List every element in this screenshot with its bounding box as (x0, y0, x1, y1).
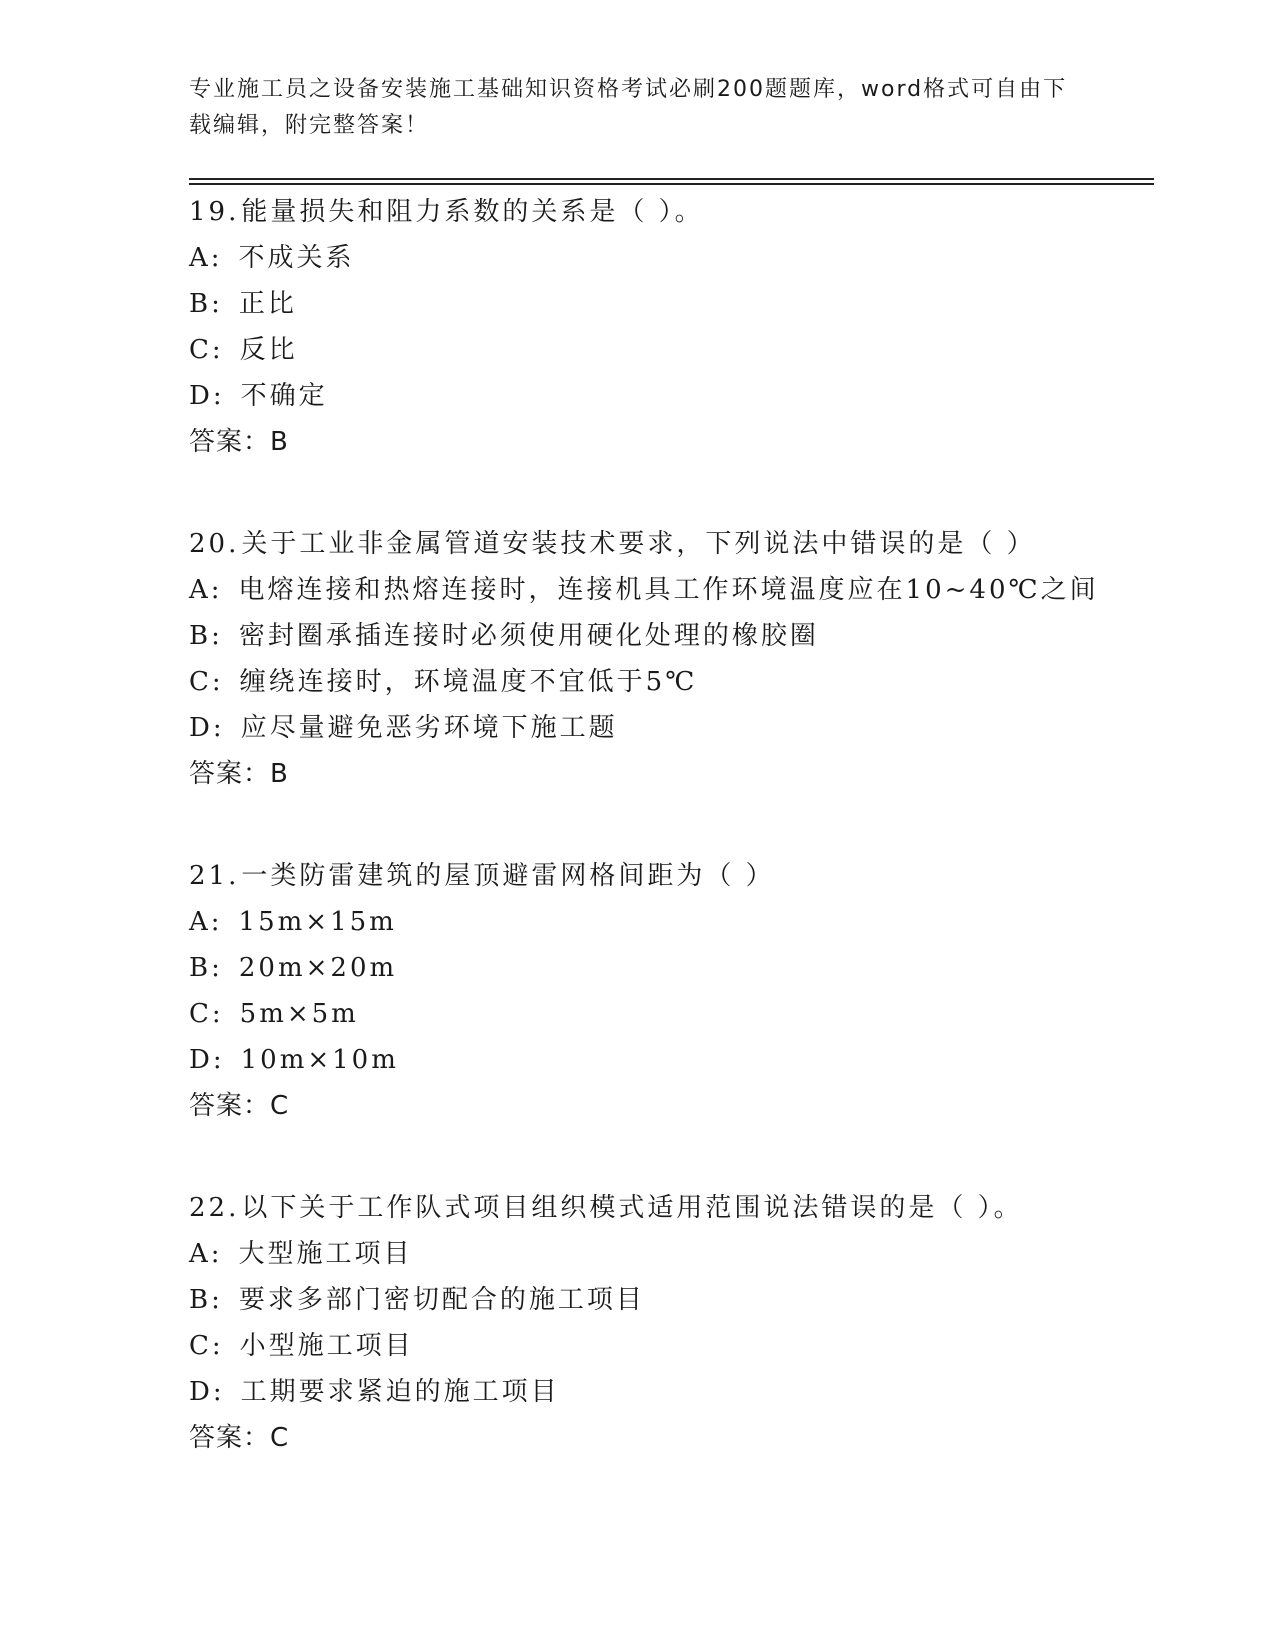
question-stem (189, 189, 1149, 235)
option-b (189, 945, 1149, 991)
option-c (189, 991, 1149, 1037)
option-d (189, 705, 1149, 751)
header-divider-top (189, 178, 1154, 180)
question-22 (189, 1185, 1149, 1461)
option-c (189, 1323, 1149, 1369)
option-text: 10m×10m (240, 1045, 399, 1075)
option-key: D: (189, 1377, 225, 1407)
option-b (189, 613, 1149, 659)
option-text: 密封圈承插连接时必须使用硬化处理的橡胶圈 (238, 621, 819, 651)
option-key: C: (189, 335, 224, 365)
option-a (189, 1231, 1149, 1277)
answer-line: 答案：B (189, 427, 289, 457)
option-text: 工期要求紧迫的施工项目 (240, 1377, 560, 1407)
option-c (189, 327, 1149, 373)
option-key: D: (189, 1045, 225, 1075)
option-key: D: (189, 713, 225, 743)
option-a (189, 899, 1149, 945)
answer-line: 答案：C (189, 1423, 290, 1453)
question-19 (189, 189, 1149, 465)
question-text: 关于工业非金属管道安装技术要求，下列说法中错误的是（ ） (241, 529, 1036, 559)
option-key: B: (189, 289, 223, 319)
question-number: 21. (189, 861, 240, 891)
option-text: 20m×20m (238, 953, 398, 983)
question-text: 以下关于工作队式项目组织模式适用范围说法错误的是（ ）。 (241, 1193, 1023, 1223)
option-key: A: (189, 575, 223, 605)
option-text: 应尽量避免恶劣环境下施工题 (240, 713, 618, 743)
option-c (189, 659, 1149, 705)
option-text: 反比 (239, 335, 298, 365)
question-stem (189, 853, 1149, 899)
question-stem (189, 1185, 1149, 1231)
option-d (189, 373, 1149, 419)
option-a (189, 235, 1149, 281)
option-key: C: (189, 999, 224, 1029)
option-key: B: (189, 1285, 223, 1315)
option-text: 缠绕连接时，环境温度不宜低于5℃ (239, 667, 698, 697)
question-stem (189, 521, 1149, 567)
option-text: 小型施工项目 (239, 1331, 414, 1361)
option-b (189, 281, 1149, 327)
question-number: 19. (189, 197, 240, 227)
option-b (189, 1277, 1149, 1323)
option-text: 正比 (238, 289, 297, 319)
option-text: 不确定 (240, 381, 328, 411)
option-key: A: (189, 243, 223, 273)
option-key: B: (189, 953, 223, 983)
option-d (189, 1369, 1149, 1415)
option-text: 大型施工项目 (238, 1239, 413, 1269)
question-21 (189, 853, 1149, 1129)
option-key: C: (189, 667, 224, 697)
option-key: D: (189, 381, 225, 411)
answer-line: 答案：B (189, 759, 289, 789)
option-key: A: (189, 1239, 223, 1269)
header-divider-bottom (189, 183, 1154, 185)
option-text: 15m×15m (238, 907, 397, 937)
option-d (189, 1037, 1149, 1083)
option-text: 要求多部门密切配合的施工项目 (238, 1285, 645, 1315)
document-header: 专业施工员之设备安装施工基础知识资格考试必刷200题题库，word格式可自由下载编辑，附完整答案！ (189, 77, 1068, 138)
question-list (189, 189, 1149, 1517)
answer-line: 答案：C (189, 1091, 290, 1121)
question-text: 能量损失和阻力系数的关系是（ ）。 (241, 197, 704, 227)
option-key: A: (189, 907, 223, 937)
option-key: B: (189, 621, 223, 651)
option-a (189, 567, 1149, 613)
option-text: 不成关系 (238, 243, 355, 273)
option-text: 5m×5m (239, 999, 359, 1029)
question-text: 一类防雷建筑的屋顶避雷网格间距为（ ） (241, 861, 775, 891)
option-key: C: (189, 1331, 224, 1361)
question-number: 20. (189, 529, 240, 559)
question-20 (189, 521, 1149, 797)
question-number: 22. (189, 1193, 240, 1223)
option-text: 电熔连接和热熔连接时，连接机具工作环境温度应在10~40℃之间 (238, 575, 1099, 605)
